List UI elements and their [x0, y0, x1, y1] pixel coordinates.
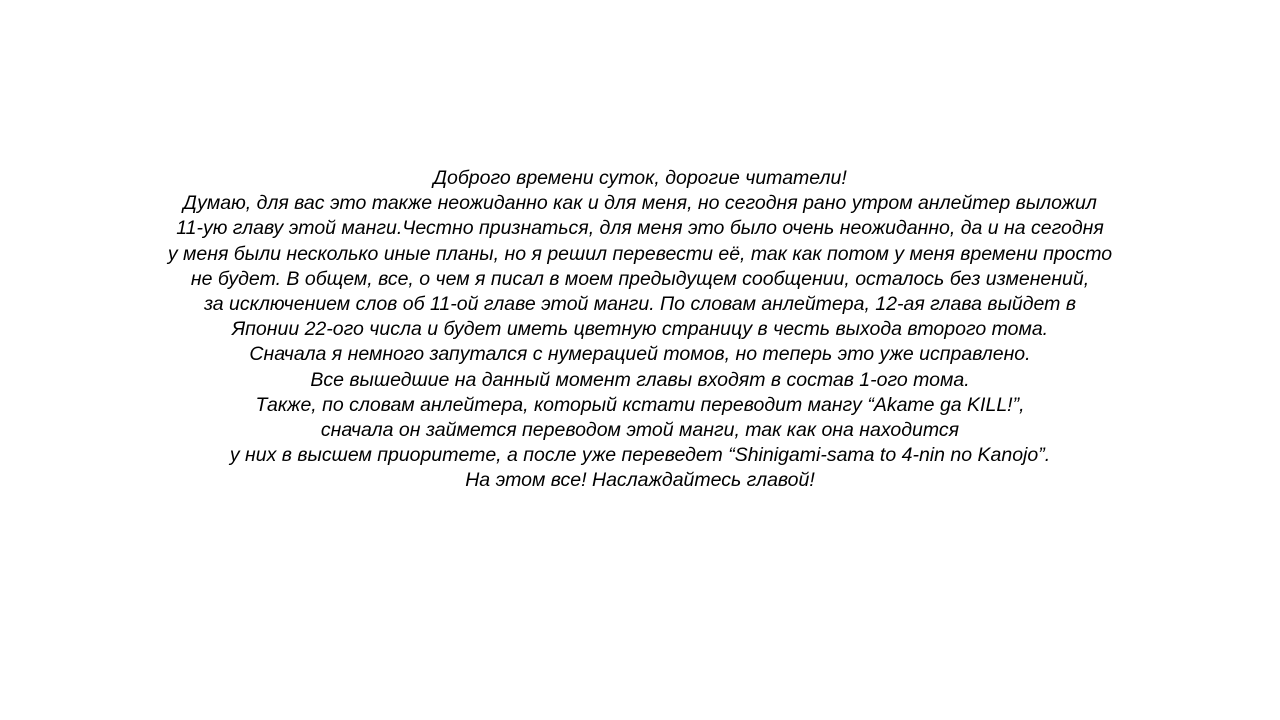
note-line: Японии 22-ого числа и будет иметь цветную страницу в честь выхода второго тома.	[231, 318, 1049, 341]
note-line: Все вышедшие на данный момент главы входят в состав 1-ого тома.	[310, 368, 970, 391]
note-line: Думаю, для вас это также неожиданно как и для меня, но сегодня рано утром анлейтер выложил	[183, 192, 1097, 215]
note-line: На этом все! Наслаждайтесь главой!	[465, 469, 815, 492]
note-line: сначала он займется переводом этой манги, так как она находится	[320, 419, 960, 442]
note-line: 11-ую главу этой манги.Честно признаться, для меня это было очень неожиданно, да и на сегодня	[176, 217, 1104, 240]
note-line: за исключением слов об 11-ой главе этой манги. По словам анлейтера, 12-ая глава выйдет в	[203, 293, 1077, 316]
note-line: Сначала я немного запутался с нумерацией томов, но теперь это уже исправлено.	[249, 343, 1031, 366]
note-line: не будет. В общем, все, о чем я писал в моем предыдущем сообщении, осталось без изменений,	[190, 267, 1090, 290]
note-line: Также, по словам анлейтера, который кстати переводит мангу “Akame ga KILL!”,	[255, 393, 1025, 416]
note-line: Доброго времени суток, дорогие читатели!	[433, 167, 847, 189]
translator-note	[0, 166, 1280, 494]
note-line: у меня были несколько иные планы, но я решил перевести её, так как потом у меня времени просто	[167, 242, 1113, 265]
note-line: у них в высшем приоритете, а после уже переведет “Shinigami-sama to 4-nin no Kanojo”.	[229, 444, 1051, 467]
